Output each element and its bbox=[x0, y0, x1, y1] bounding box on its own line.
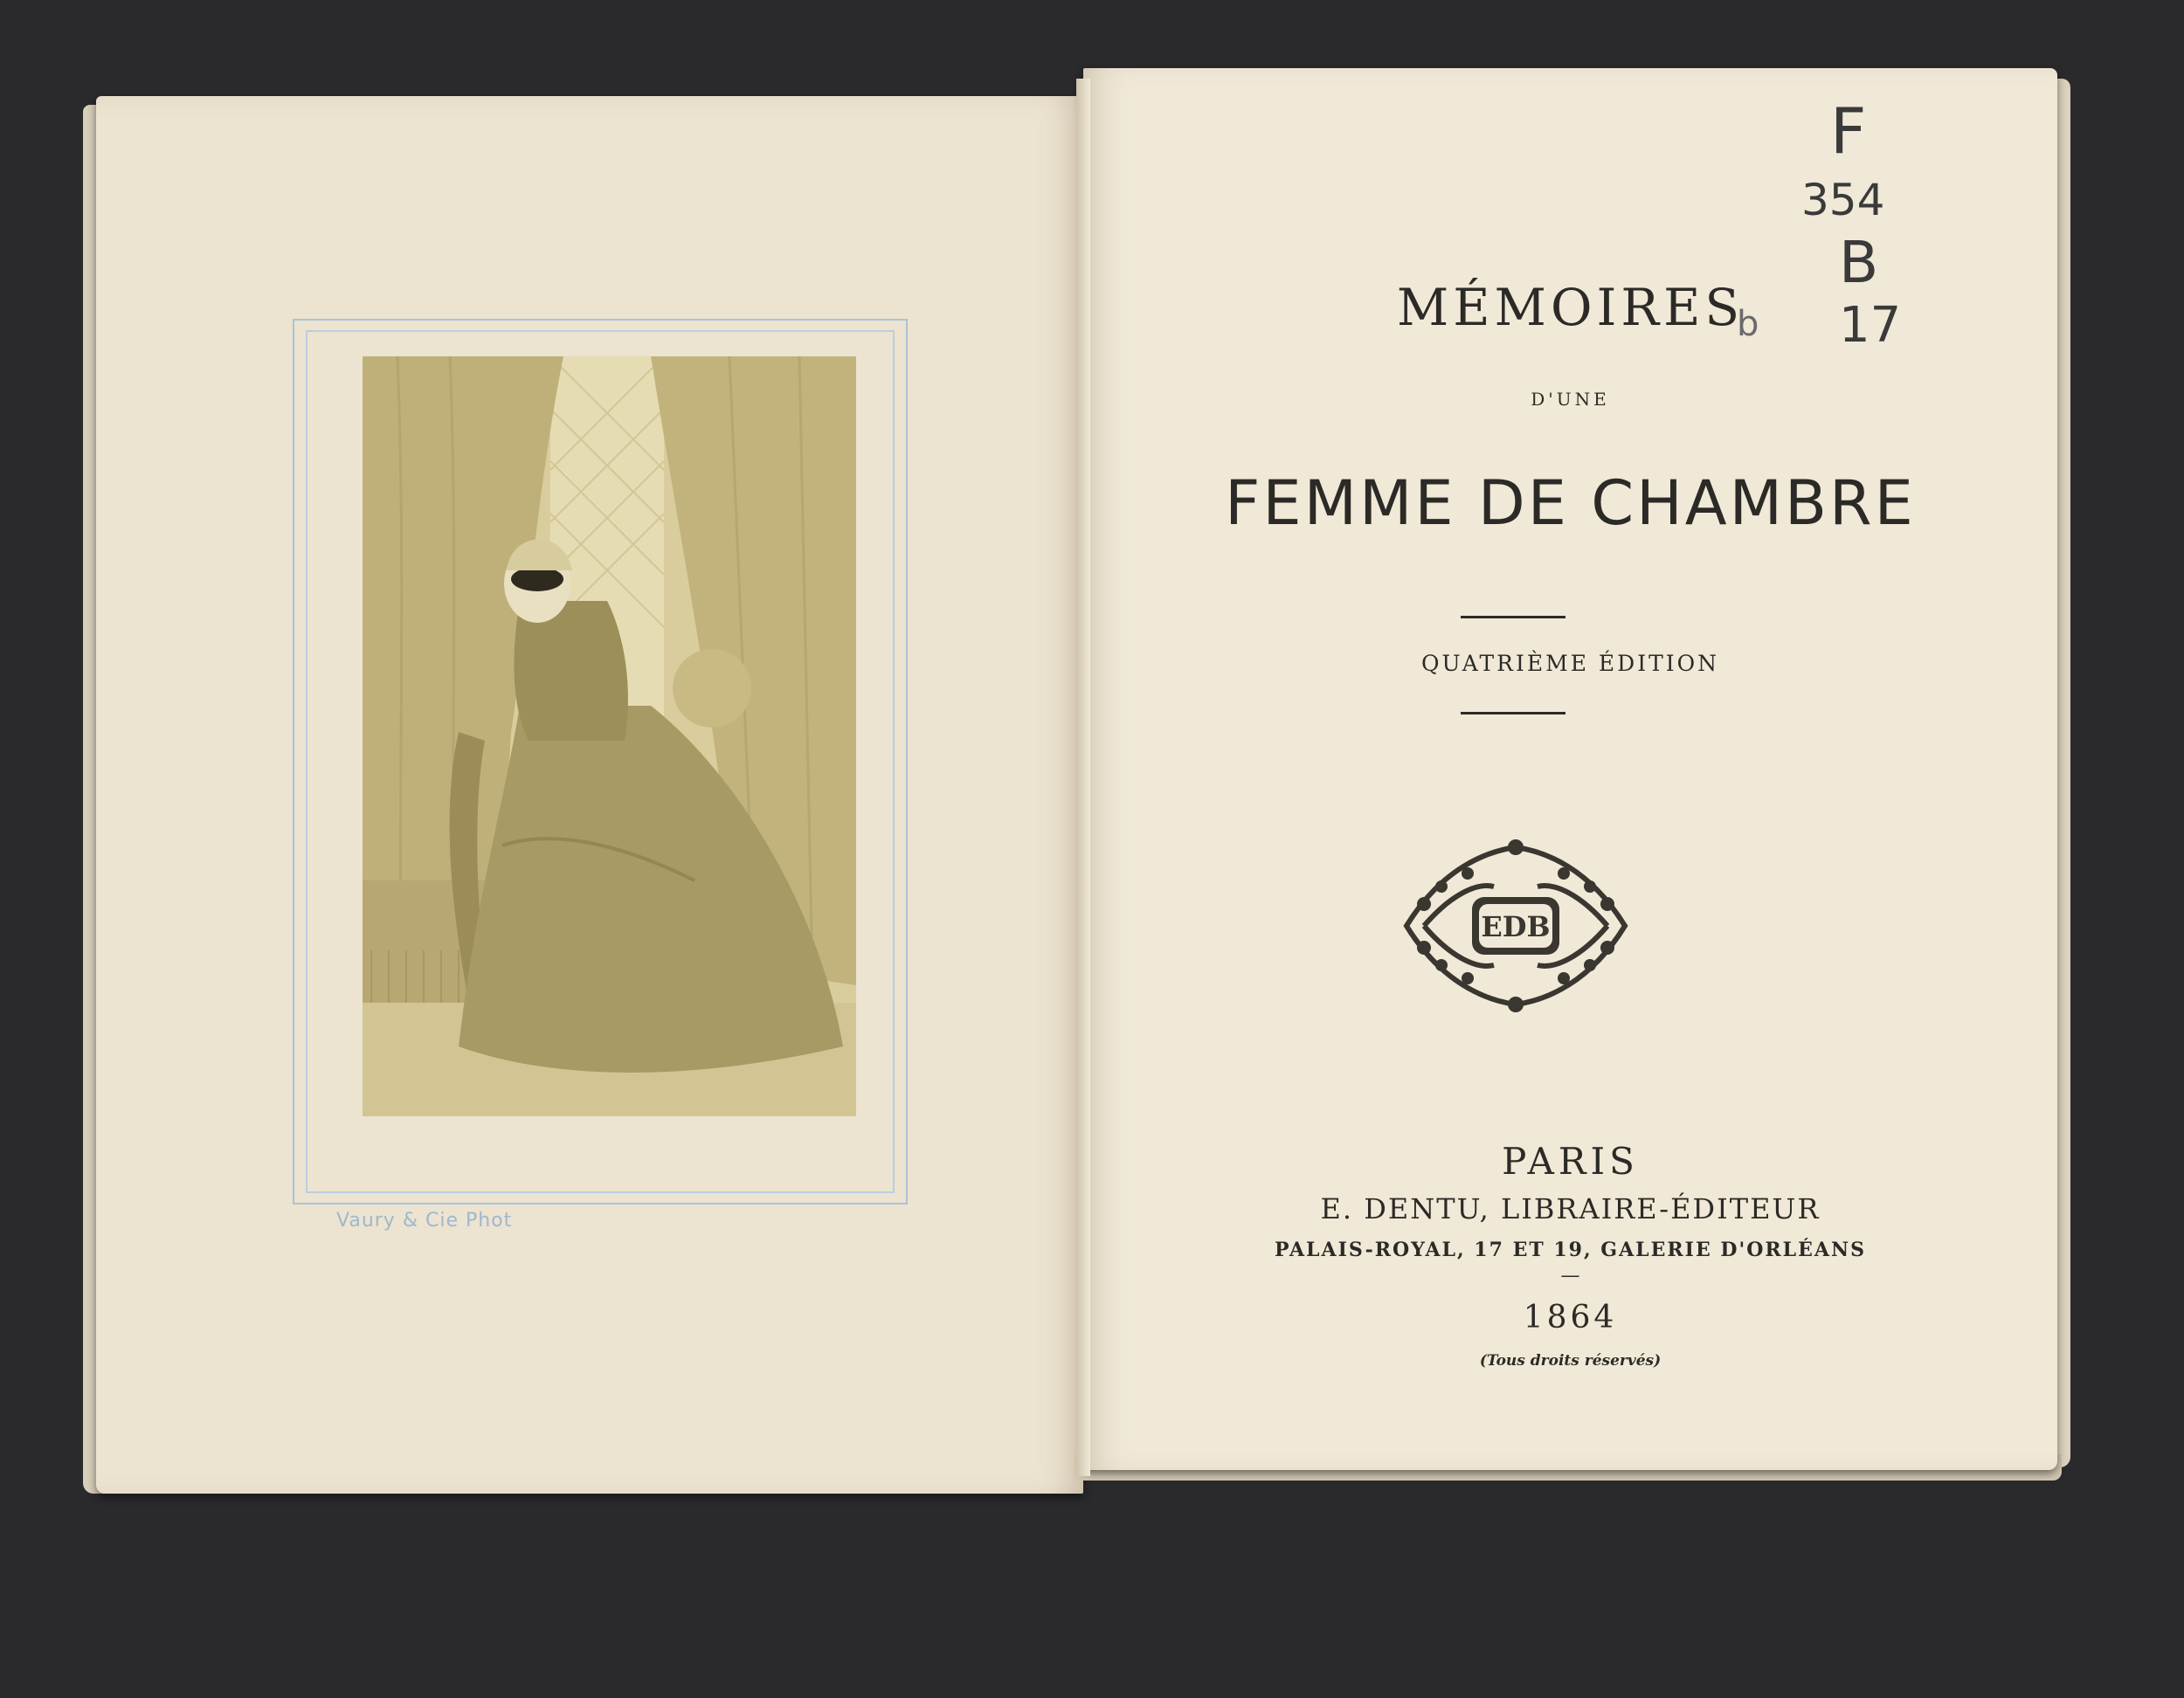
photographer-credit: Vaury & Cie Phot bbox=[336, 1210, 513, 1232]
shelfmark-line-4: 17 bbox=[1839, 297, 1902, 354]
imprint-publisher: E. DENTU, LIBRAIRE-ÉDITEUR bbox=[1320, 1192, 1821, 1225]
frontispiece-photograph bbox=[363, 356, 856, 1116]
shelfmark-line-1: F bbox=[1830, 94, 1867, 168]
title-line-dune: D'UNE bbox=[1531, 389, 1610, 410]
shelfmark-line-2: 354 bbox=[1801, 175, 1885, 225]
imprint-address: PALAIS-ROYAL, 17 ET 19, GALERIE D'ORLÉANS bbox=[1275, 1239, 1866, 1261]
shelfmark-mark: b bbox=[1737, 304, 1759, 344]
title-line-memoires: MÉMOIRES bbox=[1396, 278, 1745, 337]
rule-lower bbox=[1461, 712, 1565, 714]
rule-upper bbox=[1461, 616, 1565, 618]
shelfmark-line-3: B bbox=[1839, 229, 1879, 296]
edition-statement: QUATRIÈME ÉDITION bbox=[1421, 651, 1719, 676]
imprint-year: 1864 bbox=[1523, 1300, 1618, 1336]
publisher-device-ornament bbox=[1389, 834, 1642, 1018]
imprint-city: PARIS bbox=[1502, 1140, 1639, 1183]
rights-statement: (Tous droits réservés) bbox=[1479, 1352, 1662, 1370]
ornament-monogram: EDB bbox=[1481, 910, 1551, 943]
title-line-femme-de-chambre: FEMME DE CHAMBRE bbox=[1225, 467, 1916, 539]
imprint-dash: — bbox=[1560, 1265, 1580, 1287]
